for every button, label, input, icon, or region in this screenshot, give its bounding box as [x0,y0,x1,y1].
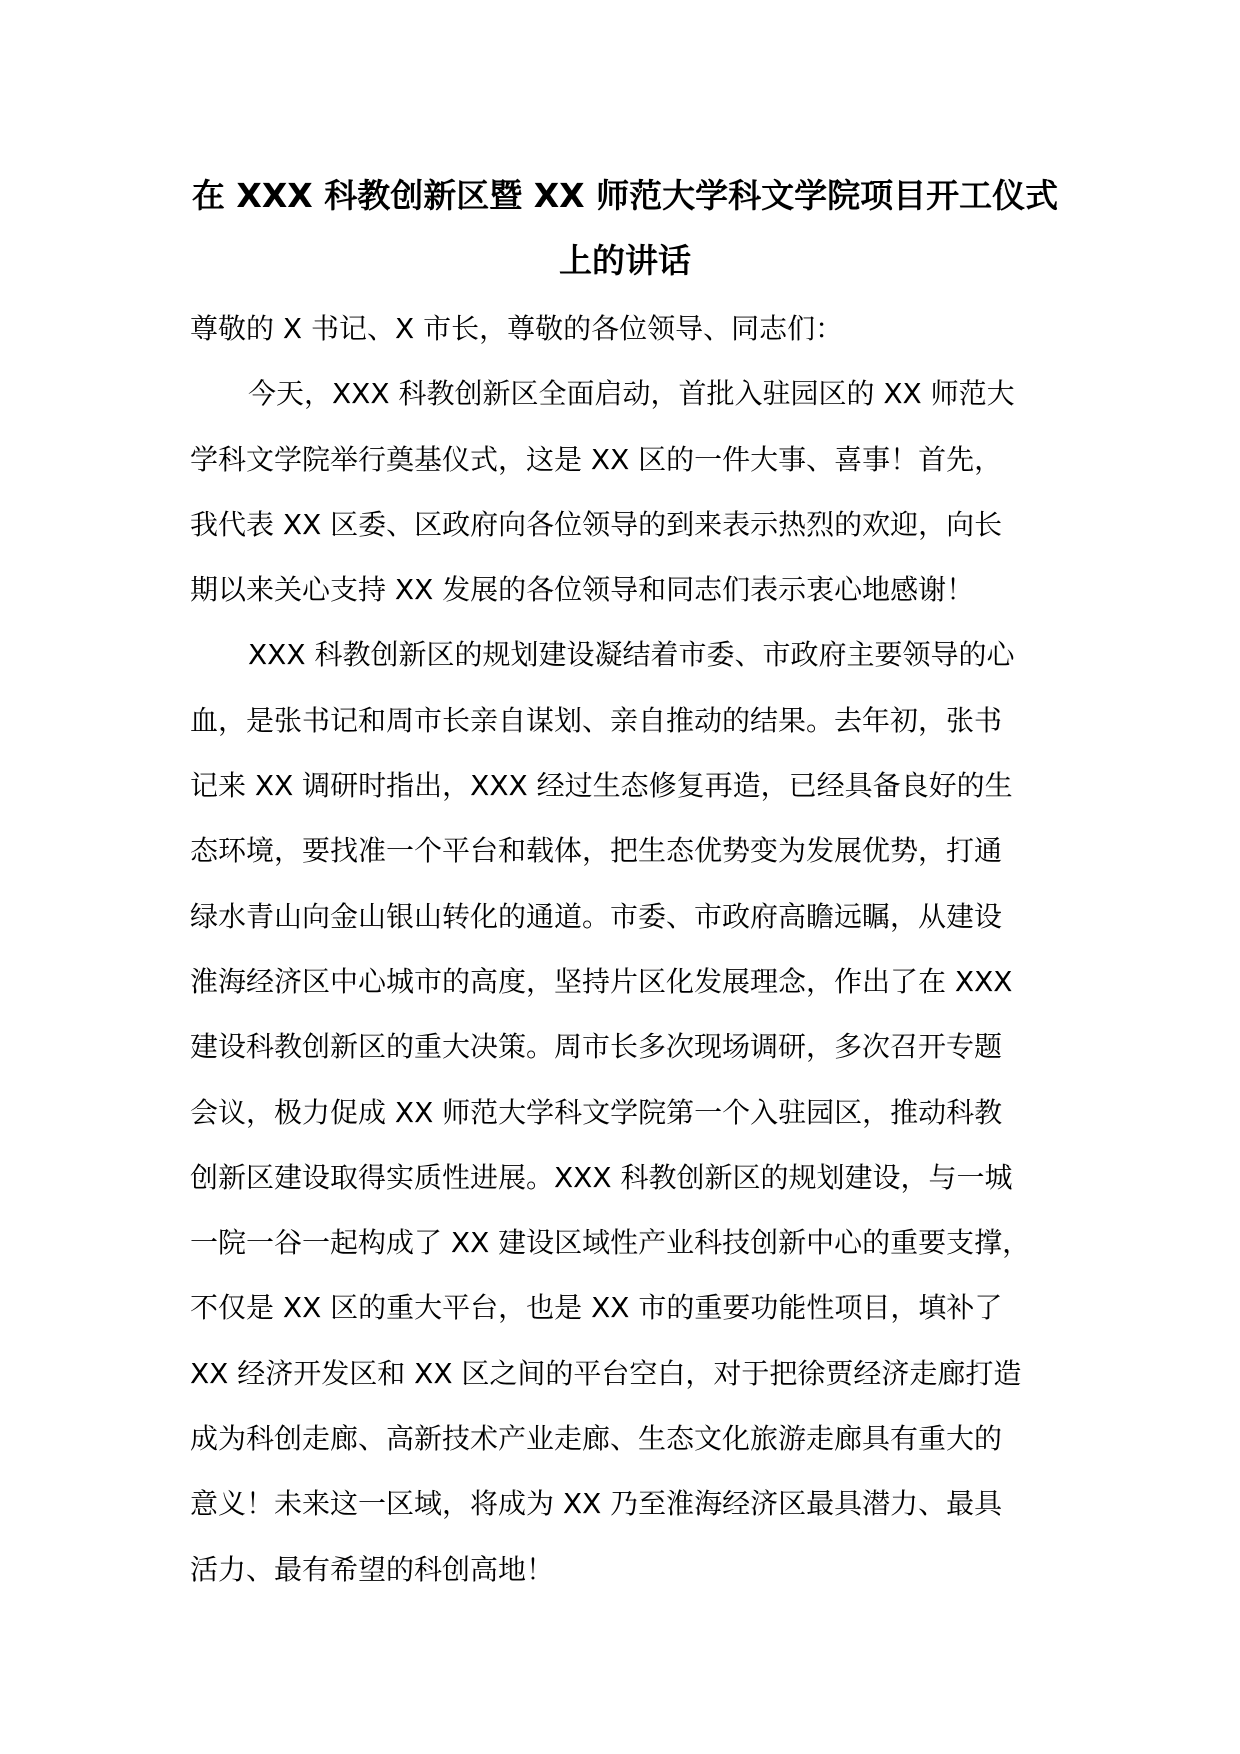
paragraph-line: 成为科创走廊、高新技术产业走廊、生态文化旅游走廊具有重大的 [190,1422,1003,1456]
salutation: 尊敬的 X 书记、X 市长，尊敬的各位领导、同志们： [190,312,844,345]
paragraph-line: 绿水青山向金山银山转化的通道。市委、市政府高瞻远瞩，从建设 [190,899,1003,933]
paragraph-line: 不仅是 XX 区的重大平台，也是 XX 市的重要功能性项目，填补了 [190,1291,1003,1325]
paragraph-line: 学科文学院举行奠基仪式，这是 XX 区的一件大事、喜事！首先， [190,442,1003,476]
document-title [190,163,1060,293]
paragraph-line: 意义！未来这一区域，将成为 XX 乃至淮海经济区最具潜力、最具 [190,1487,1003,1521]
paragraph-2 [190,622,1060,1601]
paragraph-line: 今天，XXX 科教创新区全面启动，首批入驻园区的 XX 师范大 [248,377,1015,411]
paragraph-line: 一院一谷一起构成了 XX 建设区域性产业科技创新中心的重要支撑， [190,1226,1031,1260]
paragraph-line: 记来 XX 调研时指出，XXX 经过生态修复再造，已经具备良好的生 [190,769,1013,803]
paragraph-line: 我代表 XX 区委、区政府向各位领导的到来表示热烈的欢迎，向长 [190,507,1003,541]
paragraph-line: 创新区建设取得实质性进展。XXX 科教创新区的规划建设，与一城 [190,1160,1013,1194]
paragraph-line: 态环境，要找准一个平台和载体，把生态优势变为发展优势，打通 [190,834,1003,868]
paragraph-line: 血，是张书记和周市长亲自谋划、亲自推动的结果。去年初，张书 [190,703,1003,737]
paragraph-line: 会议，极力促成 XX 师范大学科文学院第一个入驻园区，推动科教 [190,1095,1003,1129]
paragraph-line: 活力、最有希望的科创高地！ [190,1552,555,1586]
paragraph-line: 建设科教创新区的重大决策。周市长多次现场调研，多次召开专题 [190,1030,1003,1064]
title-line-1: 在 XXX 科教创新区暨 XX 师范大学科文学院项目开工仪式 [191,176,1059,215]
document-body [190,296,1060,1602]
paragraph-line: XXX 科教创新区的规划建设凝结着市委、市政府主要领导的心 [248,638,1015,672]
paragraph-line: 期以来关心支持 XX 发展的各位领导和同志们表示衷心地感谢！ [190,573,975,607]
paragraph-1 [190,361,1060,622]
paragraph-line: XX 经济开发区和 XX 区之间的平台空白，对于把徐贾经济走廊打造 [190,1356,1022,1390]
paragraph-line: 淮海经济区中心城市的高度，坚持片区化发展理念，作出了在 XXX [190,964,1013,998]
title-line-2: 上的讲话 [559,241,691,280]
